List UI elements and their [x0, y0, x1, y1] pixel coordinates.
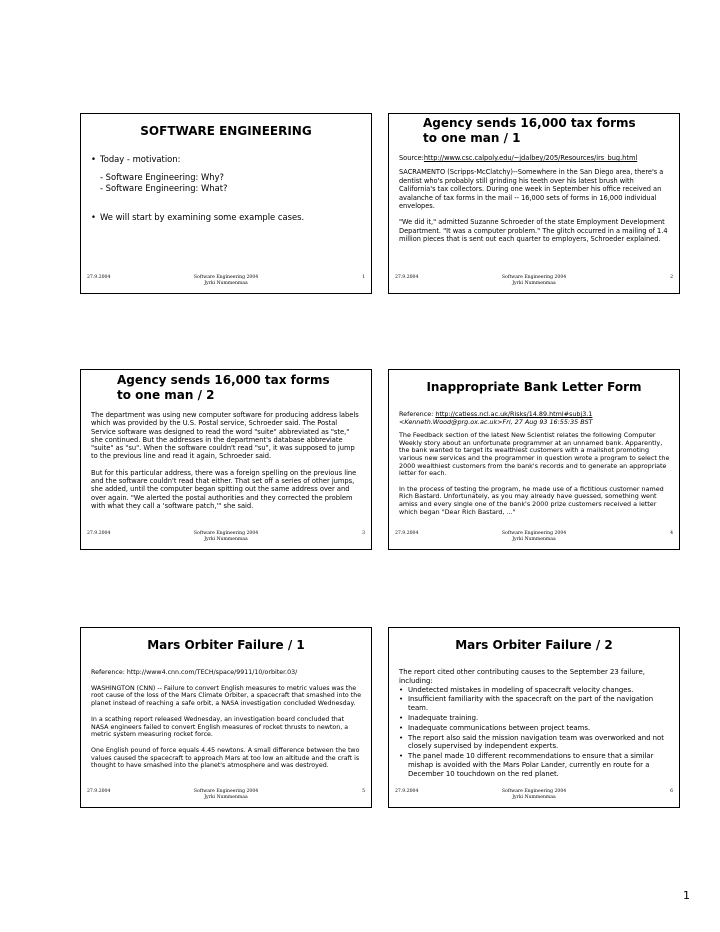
slide-title-line: to one man / 2 — [117, 388, 215, 402]
sub-item: - Software Engineering: What? — [100, 183, 228, 193]
source-line — [399, 154, 671, 162]
list-item-text: Inadequate communications between project teams. — [408, 723, 591, 732]
footer-author: Jyrki Nummenmaa — [204, 536, 248, 542]
slide-title-line: Agency sends 16,000 tax forms — [117, 373, 330, 387]
paragraph: The Feedback section of the latest New Scientist relates the following Computer Weekly story about an unfortunate programmer at an unnamed bank. Apparently, the bank wanted to target its wealthiest customers with a mailshot promoting various new services and the programmer in question wrote a program to select the 2000 wealthiest customers from the bank's records and to generate an appropriate letter for each. — [399, 431, 670, 478]
reference-link[interactable]: http://catless.ncl.ac.uk/Risks/14.89.html#subj3.1 — [435, 410, 593, 418]
footer-date: 27.9.2004 — [87, 275, 111, 280]
slide-title-line: Agency sends 16,000 tax forms — [423, 116, 636, 130]
slide-footer — [87, 531, 365, 545]
list-item — [399, 724, 671, 733]
footer-date: 27.9.2004 — [395, 789, 419, 794]
list-item-text: The report also said the mission navigation team was overworked and not closely supervised by independent experts. — [408, 733, 664, 751]
footer-author: Jyrki Nummenmaa — [204, 280, 248, 286]
footer-date: 27.9.2004 — [87, 789, 111, 794]
list-item-text: Inadequate training. — [408, 713, 479, 722]
page-number: 1 — [683, 889, 690, 902]
slide-title — [81, 638, 371, 653]
slide-body — [91, 154, 363, 223]
slide-title — [81, 124, 371, 139]
slide-title — [423, 116, 679, 146]
footer-course: Software Engineering 2004 — [501, 789, 567, 794]
footer-slide-number: 3 — [362, 531, 365, 536]
source-label: Source: — [399, 154, 424, 162]
slide-title-line: SOFTWARE ENGINEERING — [140, 124, 312, 138]
slide-title-line: Inappropriate Bank Letter Form — [426, 380, 642, 394]
paragraph: The department was using new computer software for producing address labels which was provided by the U.S. Postal service, Schroeder said. The Postal Service software was designed to read the word "suite" abbreviated as "ste," she continued. But the addresses in the department's database abbreviate "suite" as "su". When the software couldn't read "su", it was supposed to jump to the previous line and read it again, Schroeder said. — [91, 411, 359, 461]
slide-body — [91, 669, 363, 778]
slide-title-line: Mars Orbiter Failure / 1 — [147, 638, 305, 652]
slide-body — [399, 154, 671, 252]
list-item-text: The panel made 10 different recommendations to ensure that a similar mishap is avoided with the Mars Polar Lander, currently en route for a December 10 touchdown on the red planet. — [408, 752, 654, 778]
footer-slide-number: 1 — [362, 275, 365, 280]
sub-item: - Software Engineering: Why? — [100, 172, 224, 182]
slide-1 — [80, 113, 372, 294]
reference-meta: <Kenneth.Wood@prg.ox.ac.uk>Fri, 27 Aug 93 16:55:35 BST — [399, 417, 593, 426]
paragraph: One English pound of force equals 4.45 newtons. A small difference between the two values caused the spacecraft to approach Mars at too low an altitude and the craft is thought to have smashed into the planet's atmosphere and was destroyed. — [91, 746, 360, 770]
slide-6 — [388, 627, 680, 808]
list-item — [399, 686, 671, 695]
source-link[interactable]: http://www.csc.calpoly.edu/~jdalbey/205/Resources/irs_bug.html — [423, 154, 638, 162]
slide-footer — [395, 531, 673, 545]
footer-course: Software Engineering 2004 — [501, 275, 567, 280]
footer-course: Software Engineering 2004 — [193, 531, 259, 536]
slide-title — [389, 380, 679, 395]
footer-course: Software Engineering 2004 — [193, 275, 259, 280]
bullet-text: We will start by examining some example cases. — [100, 212, 305, 222]
footer-date: 27.9.2004 — [395, 275, 419, 280]
reference-line: Reference: http://www4.cnn.com/TECH/space/9911/10/orbiter.03/ — [91, 669, 298, 676]
footer-course: Software Engineering 2004 — [501, 531, 567, 536]
slide-5 — [80, 627, 372, 808]
slide-3 — [80, 369, 372, 550]
footer-author: Jyrki Nummenmaa — [512, 536, 556, 542]
footer-slide-number: 6 — [670, 789, 673, 794]
footer-author: Jyrki Nummenmaa — [204, 794, 248, 800]
paragraph: WASHINGTON (CNN) -- Failure to convert English measures to metric values was the root cause of the loss of the Mars Climate Orbiter, a spacecraft that smashed into the planet instead of reaching a safe orbit, a NASA investigation concluded Wednesday. — [91, 684, 362, 708]
paragraph: SACRAMENTO (Scripps-McClatchy)--Somewhere in the San Diego area, there's a dentist who's probably still grinding his teeth over his latest brush with California's tax collectors. During one week in September his office received an avalanche of tax forms in the mail -- 16,000 sets of forms in 16,000 individual envelopes. — [399, 168, 664, 211]
slide-title — [389, 638, 679, 653]
intro-text: The report cited other contributing causes to the September 23 failure, including: — [399, 668, 645, 685]
footer-slide-number: 4 — [670, 531, 673, 536]
paragraph: In the process of testing the program, he made use of a fictitious customer named Rich Bastard. Unfortunately, as you may already have guessed, something went amiss and every single one of the bank's 2000 prize customers received a letter which began "Dear Rich Bastard, ..." — [399, 484, 664, 516]
slide-body — [399, 411, 671, 524]
bullet-item — [91, 212, 363, 223]
paragraph: But for this particular address, there was a foreign spelling on the previous line and the software couldn't read that either. That set off a series of other jumps, she added, until the computer began spitting out the same address over and over again. "We alerted the postal authorities and they corrected the problem with what they call a 'software patch,'" she said. — [91, 468, 357, 510]
slide-title — [117, 373, 371, 403]
list-item — [399, 714, 671, 723]
slide-footer — [87, 275, 365, 289]
paragraph: "We did it," admitted Suzanne Schroeder of the state Employment Development Department. "It was a computer problem." The glitch occurred in a mailing of 1.4 million pieces that is sent out each quarter to employers, Schroeder explained. — [399, 218, 668, 244]
slide-footer — [87, 789, 365, 803]
footer-slide-number: 5 — [362, 789, 365, 794]
slide-2 — [388, 113, 680, 294]
slide-title-line: to one man / 1 — [423, 131, 521, 145]
slide-footer — [395, 275, 673, 289]
list-item — [399, 734, 671, 752]
slide-4 — [388, 369, 680, 550]
footer-author: Jyrki Nummenmaa — [512, 280, 556, 286]
cause-list — [399, 686, 671, 779]
list-item-text: Insufficient familiarity with the spacecraft on the part of the navigation team. — [408, 695, 654, 713]
list-item — [399, 752, 671, 778]
list-item-text: Undetected mistakes in modeling of spacecraft velocity changes. — [408, 685, 634, 694]
slide-body — [399, 668, 671, 780]
bullet-text: Today - motivation: — [100, 154, 181, 164]
reference-label: Reference: — [399, 410, 436, 418]
list-item — [399, 695, 671, 713]
bullet-item — [91, 154, 363, 165]
footer-course: Software Engineering 2004 — [193, 789, 259, 794]
footer-date: 27.9.2004 — [87, 531, 111, 536]
slide-title-line: Mars Orbiter Failure / 2 — [455, 638, 613, 652]
footer-author: Jyrki Nummenmaa — [512, 794, 556, 800]
reference-block — [399, 411, 671, 426]
footer-slide-number: 2 — [670, 275, 673, 280]
footer-date: 27.9.2004 — [395, 531, 419, 536]
slide-footer — [395, 789, 673, 803]
slide-body — [91, 411, 363, 518]
paragraph: In a scathing report released Wednesday, an investigation board concluded that NASA engineers failed to convert English measures of rocket thrusts to newton, a metric system measuring rocket force. — [91, 715, 349, 739]
